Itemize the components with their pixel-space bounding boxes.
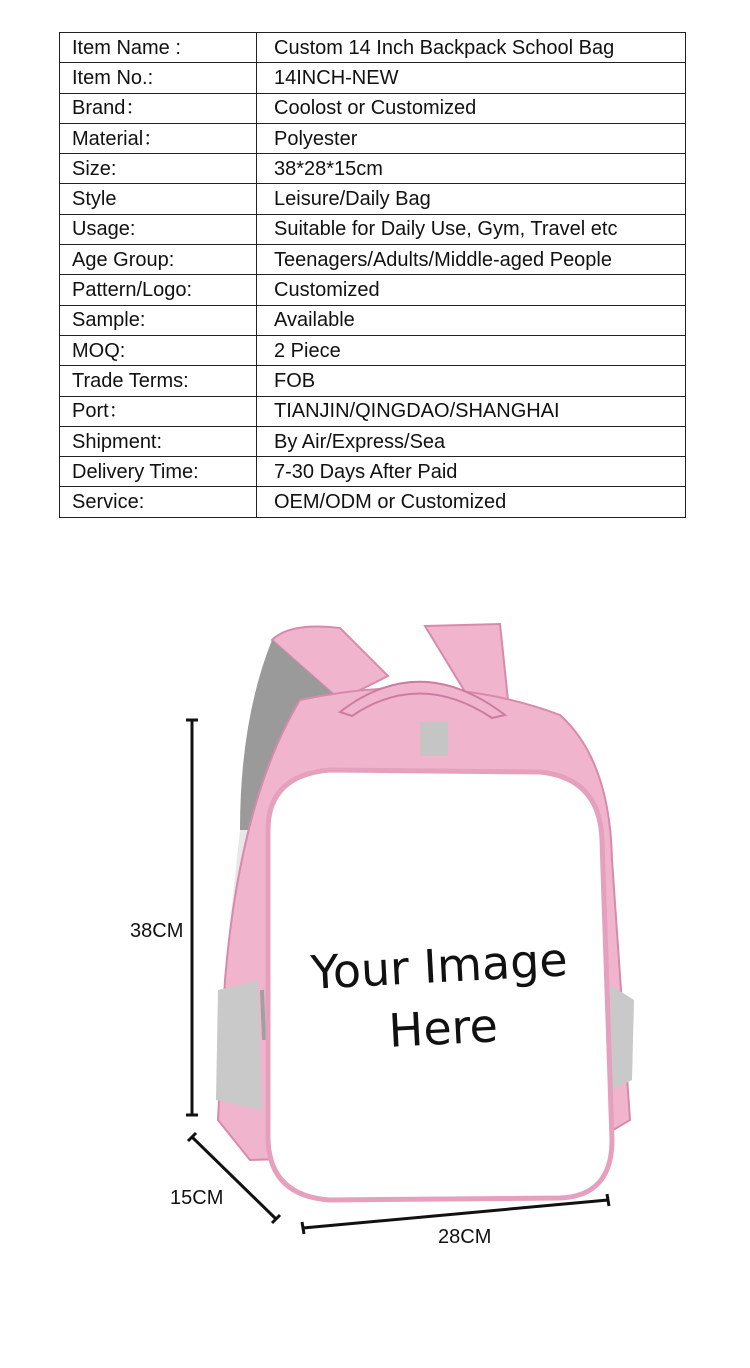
spec-label: Delivery Time: [60,457,257,487]
width-dimension-label: 28CM [438,1226,492,1248]
spec-value: Coolost or Customized [257,93,686,123]
spec-row [60,305,686,335]
spec-value: 14INCH-NEW [257,63,686,93]
spec-row [60,214,686,244]
spec-label: Service: [60,487,257,517]
image-placeholder-line2: Here [387,998,500,1058]
spec-label: Pattern/Logo: [60,275,257,305]
spec-label: Style [60,184,257,214]
depth-dimension-label: 15CM [170,1187,224,1209]
spec-row [60,396,686,426]
spec-value: Polyester [257,123,686,153]
spec-row [60,245,686,275]
specifications-table [59,32,686,518]
spec-label: Material： [60,123,257,153]
spec-value: Suitable for Daily Use, Gym, Travel etc [257,214,686,244]
spec-row [60,93,686,123]
image-placeholder-line1: Your Image [309,932,569,1000]
spec-label: Port： [60,396,257,426]
spec-label: Trade Terms: [60,366,257,396]
spec-value: Teenagers/Adults/Middle-aged People [257,245,686,275]
spec-value: TIANJIN/QINGDAO/SHANGHAI [257,396,686,426]
backpack-illustration [0,600,750,1300]
spec-label: Item Name : [60,33,257,63]
spec-value: OEM/ODM or Customized [257,487,686,517]
spec-row [60,123,686,153]
spec-value: Customized [257,275,686,305]
spec-row [60,487,686,517]
spec-value: 7-30 Days After Paid [257,457,686,487]
spec-value: By Air/Express/Sea [257,426,686,456]
spec-value: Leisure/Daily Bag [257,184,686,214]
spec-row [60,184,686,214]
spec-row [60,457,686,487]
specifications-body [60,33,686,518]
spec-row [60,426,686,456]
spec-value: 2 Piece [257,335,686,365]
spec-value: FOB [257,366,686,396]
spec-label: Brand： [60,93,257,123]
spec-label: Age Group: [60,245,257,275]
spec-row [60,335,686,365]
height-dimension-line [186,720,198,1115]
spec-label: Size: [60,154,257,184]
height-dimension-label: 38CM [130,920,184,942]
spec-value: 38*28*15cm [257,154,686,184]
spec-row [60,154,686,184]
spec-value: Available [257,305,686,335]
spec-label: MOQ: [60,335,257,365]
spec-label: Sample: [60,305,257,335]
spec-row [60,63,686,93]
spec-label: Shipment: [60,426,257,456]
spec-label: Usage: [60,214,257,244]
spec-label: Item No.: [60,63,257,93]
backpack-figure [0,600,750,1300]
spec-row [60,366,686,396]
spec-row [60,275,686,305]
spec-value: Custom 14 Inch Backpack School Bag [257,33,686,63]
spec-row [60,33,686,63]
